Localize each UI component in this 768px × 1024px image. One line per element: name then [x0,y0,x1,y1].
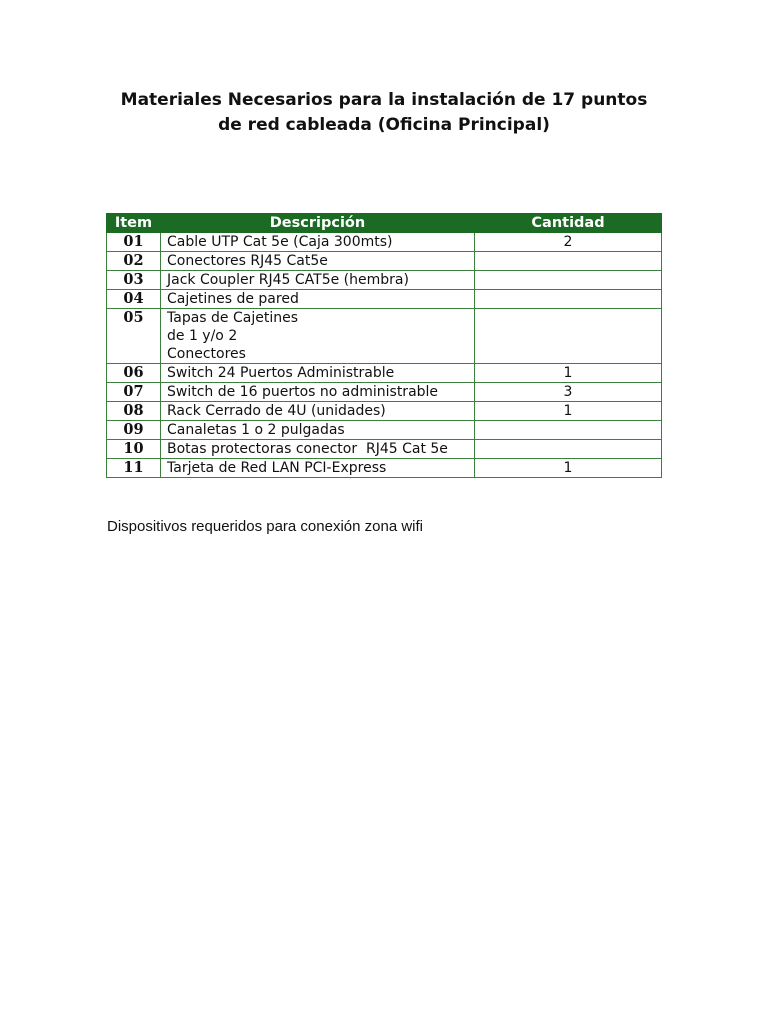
row-quantity: 1 [475,402,662,421]
table-row [107,290,662,309]
row-item: 01 [107,233,161,252]
row-description: Tapas de Cajetines de 1 y/o 2 Conectores [161,309,475,364]
header-quantity: Cantidad [475,214,662,233]
table-row [107,364,662,383]
row-quantity [475,309,662,364]
wifi-section-label: Dispositivos requeridos para conexión zona wifi [107,518,423,535]
row-quantity [475,290,662,309]
row-quantity [475,440,662,459]
row-item: 08 [107,402,161,421]
row-quantity: 2 [475,233,662,252]
row-quantity [475,271,662,290]
table-row [107,421,662,440]
row-quantity: 1 [475,459,662,478]
row-item: 10 [107,440,161,459]
row-item: 06 [107,364,161,383]
page-title-line-1: Materiales Necesarios para la instalación de 17 puntos [120,90,648,110]
row-description: Canaletas 1 o 2 pulgadas [161,421,475,440]
table-row [107,233,662,252]
page-title-line-2: de red cableada (Oficina Principal) [218,115,550,135]
row-description: Jack Coupler RJ45 CAT5e (hembra) [161,271,475,290]
table-header-row [107,214,662,233]
row-item: 09 [107,421,161,440]
row-quantity: 3 [475,383,662,402]
header-item: Item [107,214,161,233]
table-row [107,440,662,459]
materials-table [106,213,662,478]
row-description: Rack Cerrado de 4U (unidades) [161,402,475,421]
row-description: Conectores RJ45 Cat5e [161,252,475,271]
header-description: Descripción [161,214,475,233]
row-item: 03 [107,271,161,290]
row-description: Tarjeta de Red LAN PCI-Express [161,459,475,478]
row-quantity [475,252,662,271]
row-description: Switch de 16 puertos no administrable [161,383,475,402]
row-description: Cable UTP Cat 5e (Caja 300mts) [161,233,475,252]
row-quantity: 1 [475,364,662,383]
table-row [107,402,662,421]
page-title [100,88,668,138]
row-item: 07 [107,383,161,402]
row-description: Switch 24 Puertos Administrable [161,364,475,383]
row-item: 11 [107,459,161,478]
table-row [107,309,662,364]
row-item: 05 [107,309,161,364]
row-quantity [475,421,662,440]
table-row [107,383,662,402]
table-row [107,459,662,478]
row-description: Cajetines de pared [161,290,475,309]
table-row [107,271,662,290]
row-item: 04 [107,290,161,309]
table-row [107,252,662,271]
row-item: 02 [107,252,161,271]
row-description: Botas protectoras conector RJ45 Cat 5e [161,440,475,459]
